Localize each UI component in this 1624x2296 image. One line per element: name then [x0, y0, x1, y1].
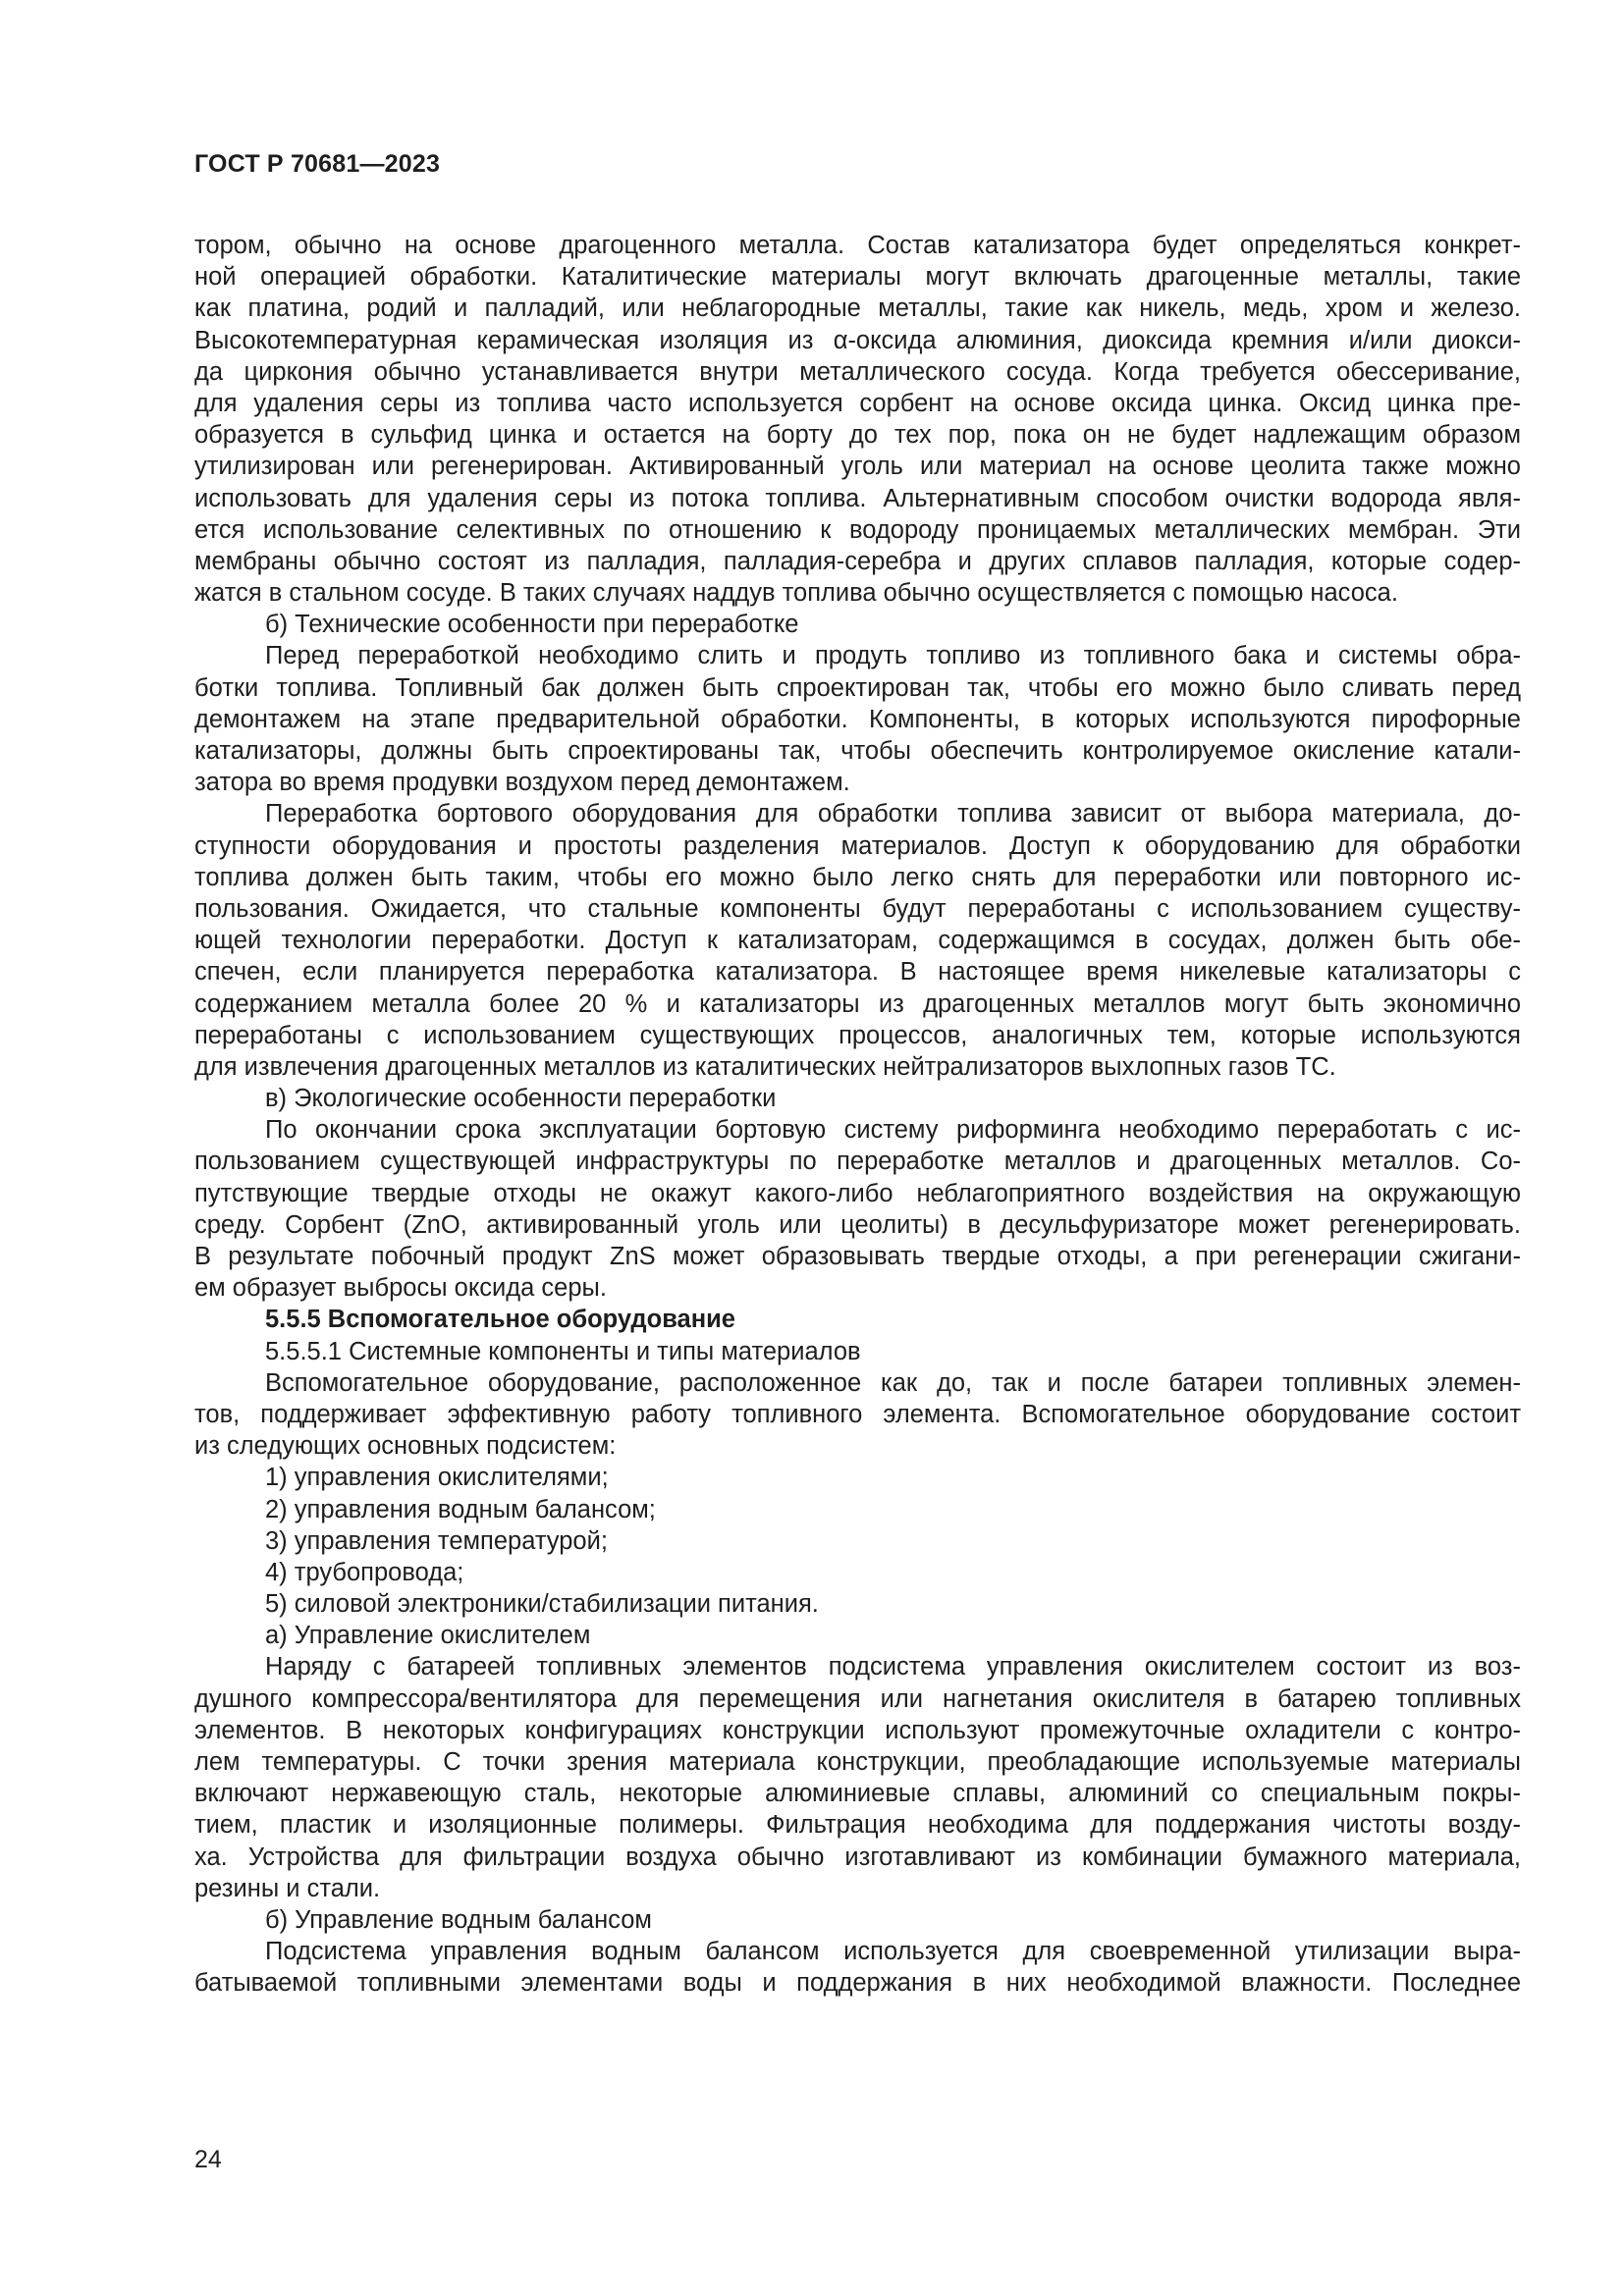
text-line: б) Управление водным балансом — [265, 1905, 652, 1934]
text-line: лем температуры. С точки зрения материала конструкции, преобладающие используемые материалы — [194, 1748, 1521, 1776]
text-line: из следующих основных подсистем: — [194, 1432, 617, 1461]
text-line: переработаны с использованием существующих процессов, аналогичных тем, которые используются — [194, 1021, 1521, 1049]
text-line: пользованием существующей инфраструктуры по переработке металлов и драгоценных металлов. Со- — [194, 1148, 1521, 1176]
subheading-or-list-item — [194, 1083, 1521, 1114]
paragraph — [194, 798, 1521, 1083]
subheading-or-list-item — [194, 1620, 1521, 1651]
text-line: путствующие твердые отходы не окажут какого-либо неблагоприятного воздействия на окружающую — [194, 1179, 1521, 1207]
text-line: 5.5.5 Вспомогательное оборудование — [265, 1306, 735, 1334]
section-heading — [194, 1304, 1521, 1335]
text-line: использовать для удаления серы из потока топлива. Альтернативным способом очистки водорода явля- — [194, 484, 1521, 512]
text-line: 5.5.5.1 Системные компоненты и типы материалов — [265, 1337, 861, 1365]
text-line: ной операцией обработки. Каталитические материалы могут включать драгоценные металлы, такие — [194, 263, 1521, 292]
text-line: В результате побочный продукт ZnS может образовывать твердые отходы, а при регенерации сжигани- — [194, 1243, 1521, 1270]
text-line: мембраны обычно состоят из палладия, палладия-серебра и других сплавов палладия, которые содер- — [194, 547, 1521, 575]
text-line: для извлечения драгоценных металлов из каталитических нейтрализаторов выхлопных газов ТС. — [194, 1052, 1336, 1081]
text-line: утилизирован или регенерирован. Активированный уголь или материал на основе цеолита также можно — [194, 453, 1521, 481]
subheading-or-list-item — [194, 609, 1521, 640]
paragraph — [194, 230, 1521, 609]
text-line: а) Управление окислителем — [265, 1622, 591, 1650]
subheading-or-list-item — [194, 1557, 1521, 1588]
text-line: да циркония обычно устанавливается внутри металлического сосуда. Когда требуется обессеривание, — [194, 357, 1521, 386]
paragraph — [194, 1114, 1521, 1304]
text-line: содержанием металла более 20 % и катализаторы из драгоценных металлов могут быть экономично — [194, 989, 1521, 1018]
subheading-or-list-item — [194, 1494, 1521, 1525]
text-line: как платина, родий и палладий, или неблагородные металлы, такие как никель, медь, хром и железо. — [194, 294, 1521, 323]
text-line: ется использование селективных по отношению к водороду проницаемых металлических мембран. Эти — [194, 515, 1521, 544]
text-line: 1) управления окислителями; — [265, 1464, 609, 1492]
text-line: Переработка бортового оборудования для обработки топлива зависит от выбора материала, до- — [265, 800, 1521, 828]
text-line: ем образует выбросы оксида серы. — [194, 1274, 607, 1303]
document-header: ГОСТ Р 70681—2023 — [194, 150, 441, 178]
text-line: для удаления серы из топлива часто используется сорбент на основе оксида цинка. Оксид цинка пре- — [194, 389, 1521, 417]
text-line: резины и стали. — [194, 1874, 381, 1902]
text-line: Вспомогательное оборудование, расположенное как до, так и после батареи топливных элемен- — [265, 1368, 1521, 1397]
text-line: Подсистема управления водным балансом используется для своевременной утилизации выра- — [265, 1938, 1521, 1966]
text-line: топлива должен быть таким, чтобы его можно было легко снять для переработки или повторного ис- — [194, 863, 1521, 891]
text-line: Наряду с батареей топливных элементов подсистема управления окислителем состоит из воз- — [265, 1653, 1521, 1682]
text-line: 3) управления температурой; — [265, 1526, 608, 1555]
paragraph — [194, 640, 1521, 798]
text-line: тием, пластик и изоляционные полимеры. Фильтрация необходима для поддержания чистоты возду- — [194, 1811, 1521, 1840]
text-line: в) Экологические особенности переработки — [265, 1085, 777, 1113]
text-line: образуется в сульфид цинка и остается на борту до тех пор, пока он не будет надлежащим образом — [194, 421, 1521, 450]
subheading-or-list-item — [194, 1904, 1521, 1936]
text-line: 2) управления водным балансом; — [265, 1495, 656, 1523]
text-line: ющей технологии переработки. Доступ к катализаторам, содержащимся в сосудах, должен быть обе- — [194, 927, 1521, 955]
text-line: спечен, если планируется переработка катализатора. В настоящее время никелевые катализаторы с — [194, 958, 1521, 987]
text-line: батываемой топливными элементами воды и поддержания в них необходимой влажности. Последнее — [194, 1969, 1521, 1998]
text-line: Перед переработкой необходимо слить и продуть топливо из топливного бака и системы обра- — [265, 642, 1521, 670]
text-line: б) Технические особенности при переработке — [265, 611, 799, 639]
paragraph — [194, 1367, 1521, 1463]
text-line: ступности оборудования и простоты разделения материалов. Доступ к оборудованию для обработки — [194, 831, 1521, 860]
text-line: катализаторы, должны быть спроектированы так, чтобы обеспечить контролируемое окисление катали- — [194, 737, 1521, 765]
text-line: Высокотемпературная керамическая изоляция из α-оксида алюминия, диоксида кремния и/или диокси- — [194, 326, 1521, 354]
subheading-or-list-item — [194, 1588, 1521, 1620]
text-line: тором, обычно на основе драгоценного металла. Состав катализатора будет определяться конкрет- — [194, 232, 1521, 259]
paragraph — [194, 1651, 1521, 1904]
text-line: ботки топлива. Топливный бак должен быть спроектирован так, чтобы его можно было сливать перед — [194, 673, 1521, 702]
text-line: демонтажем на этапе предварительной обработки. Компоненты, в которых используются пирофорные — [194, 705, 1521, 733]
text-line: пользования. Ожидается, что стальные компоненты будут переработаны с использованием существу- — [194, 894, 1521, 923]
text-line: 4) трубопровода; — [265, 1558, 464, 1586]
page-number: 24 — [194, 2146, 222, 2173]
text-line: включают нержавеющую сталь, некоторые алюминиевые сплавы, алюминий со специальным покры- — [194, 1780, 1521, 1808]
subheading-or-list-item — [194, 1336, 1521, 1367]
text-line: ха. Устройства для фильтрации воздуха обычно изготавливают из комбинации бумажного материала, — [194, 1842, 1521, 1871]
text-line: По окончании срока эксплуатации бортовую систему риформинга необходимо переработать с ис- — [265, 1116, 1521, 1145]
text-line: затора во время продувки воздухом перед демонтажем. — [194, 769, 850, 797]
text-line: душного компрессора/вентилятора для перемещения или нагнетания окислителя в батарею топливных — [194, 1684, 1521, 1713]
subheading-or-list-item — [194, 1525, 1521, 1557]
text-line: жатся в стальном сосуде. В таких случаях наддув топлива обычно осуществляется с помощью насоса. — [194, 579, 1398, 608]
subheading-or-list-item — [194, 1462, 1521, 1493]
text-line: тов, поддерживает эффективную работу топливного элемента. Вспомогательное оборудование состоит — [194, 1400, 1521, 1428]
text-line: 5) силовой электроники/стабилизации питания. — [265, 1590, 819, 1619]
text-line: среду. Сорбент (ZnO, активированный уголь или цеолиты) в десульфуризаторе может регенерировать. — [194, 1210, 1521, 1239]
paragraph — [194, 1936, 1521, 1999]
document-body — [194, 230, 1521, 2000]
text-line: элементов. В некоторых конфигурациях конструкции используют промежуточные охладители с контро- — [194, 1716, 1521, 1744]
